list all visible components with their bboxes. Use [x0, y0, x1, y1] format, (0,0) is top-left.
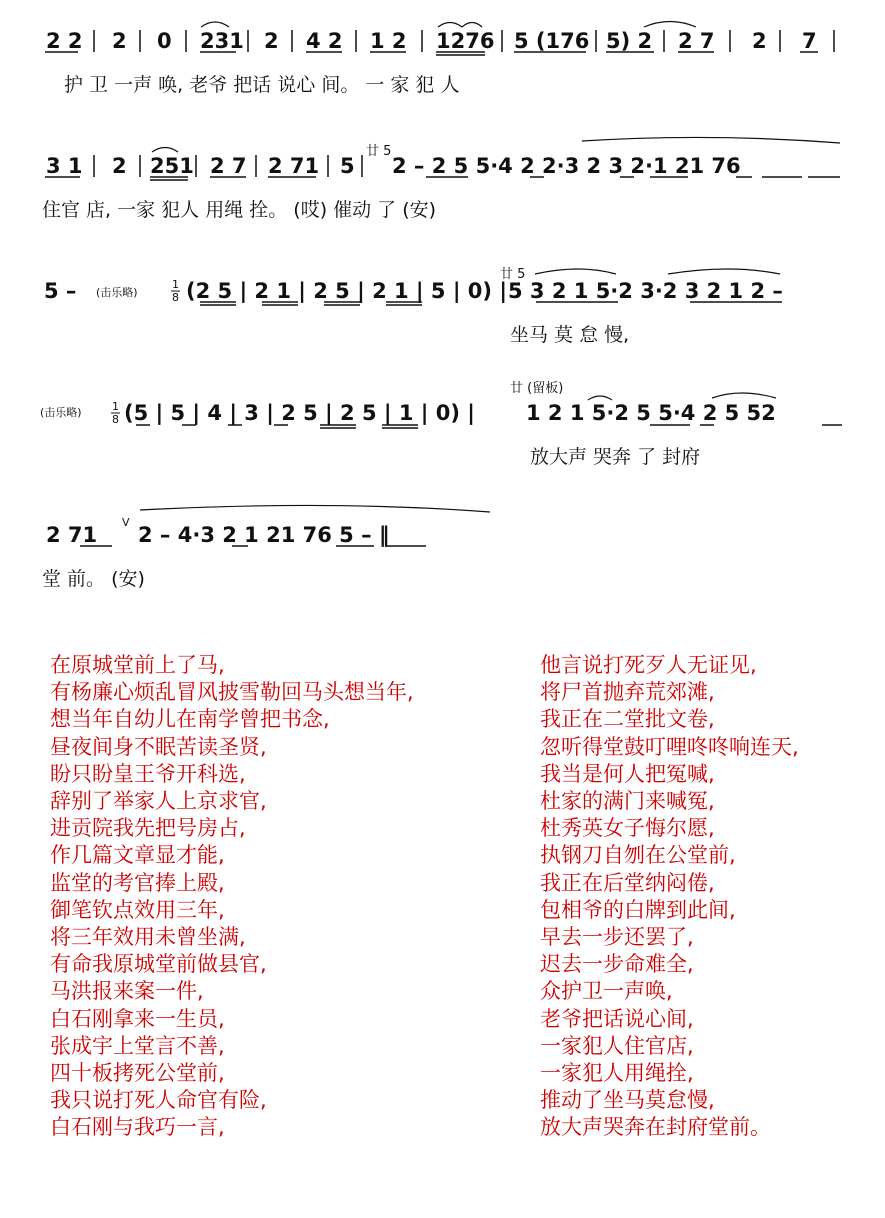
svg-text:1276: 1276	[436, 29, 495, 53]
lyric-line-3: 坐马 莫 怠 慢,	[510, 324, 630, 346]
lyric-line-4: 放大声 哭奔 了 封府	[530, 446, 701, 468]
verse-line: 我正在二堂批文卷,	[540, 707, 715, 732]
svg-text:(5 | 5 | 4 | 3 | 2 5 | 2 5 | 1: (5 | 5 | 4 | 3 | 2 5 | 2 5 | 1 | 0) |	[124, 401, 475, 425]
verse-line: 迟去一步命难全,	[540, 952, 694, 977]
svg-text:2 – 4·3 2 1 21 76 5 – ‖: 2 – 4·3 2 1 21 76 5 – ‖	[138, 523, 390, 547]
meter-2: 1	[112, 400, 119, 413]
svg-text:2: 2	[752, 29, 767, 53]
percussion-note-1: (击乐略)	[96, 286, 138, 299]
svg-text:1 2 1 5·2 5 5·4 2 5 52: 1 2 1 5·2 5 5·4 2 5 52	[526, 401, 776, 425]
svg-text:5 (176: 5 (176	[514, 29, 590, 53]
svg-text:231: 231	[200, 29, 244, 53]
lyric-line-5: 堂 前。 (安)	[42, 568, 145, 590]
svg-text:1 2: 1 2	[370, 29, 407, 53]
svg-text:2 71: 2 71	[268, 154, 320, 178]
notation-line-5	[40, 512, 845, 552]
mark-line-3: 廿 5	[500, 267, 526, 282]
verse-line: 作几篇文章显才能,	[50, 843, 225, 868]
notation-line-3-svg	[40, 268, 845, 308]
verse-line: 将尸首抛弃荒郊滩,	[540, 680, 715, 705]
score-system-4	[0, 381, 885, 482]
svg-text:2 7: 2 7	[210, 154, 247, 178]
verse-line: 马洪报来案一件,	[50, 979, 204, 1004]
verse-line: 老爷把话说心间,	[540, 1006, 694, 1031]
verse-line: 一家犯人住官店,	[540, 1033, 694, 1058]
verse-line: 我只说打死人命官有险,	[50, 1088, 267, 1113]
verse-line: 他言说打死歹人无证见,	[540, 653, 757, 677]
verse-column-right	[540, 652, 799, 1142]
verse-line: 一家犯人用绳拴,	[540, 1061, 694, 1086]
notation-line-1	[40, 18, 845, 58]
verse-line: 盼只盼皇王爷开科选,	[50, 761, 246, 786]
verse-line: 放大声哭奔在封府堂前。	[540, 1115, 771, 1140]
svg-text:2: 2	[112, 29, 127, 53]
verse-line: 监堂的考官捧上殿,	[50, 870, 225, 895]
svg-text:0: 0	[157, 29, 172, 53]
notation-line-5-svg	[40, 512, 845, 552]
verse-line: 进贡院我先把号房占,	[50, 816, 246, 841]
verse-line: 杜家的满门来喊冤,	[540, 789, 715, 814]
verse-line: 在原城堂前上了马,	[50, 653, 225, 677]
verse-line: 御笔钦点效用三年,	[50, 897, 225, 922]
verse-line: 众护卫一声唤,	[540, 979, 673, 1004]
verse-line: 昼夜间身不眠苦读圣贤,	[50, 734, 267, 759]
svg-text:7: 7	[802, 29, 817, 53]
notation-line-4	[40, 381, 845, 432]
notation-line-2-svg	[40, 143, 845, 183]
svg-text:2 – 2 5 5·4 2 2·3 2 3 2·1: 2 – 2 5 5·4 2 2·3 2 3 2·1 21 76	[392, 154, 741, 178]
notation-line-1-svg	[40, 18, 845, 58]
svg-text:5: 5	[340, 154, 355, 178]
lyric-line-2: 住官 店, 一家 犯人 用绳 拴。 (哎) 催动 了 (安)	[42, 199, 437, 221]
lyric-line-1: 护 卫 一声 唤, 老爷 把话 说心 间。 一 家 犯 人	[64, 74, 460, 96]
svg-text:2: 2	[264, 29, 279, 53]
svg-text:2 2: 2 2	[46, 29, 83, 53]
verse-line: 早去一步还罢了,	[540, 925, 694, 950]
verse-line: 想当年自幼儿在南学曾把书念,	[50, 707, 330, 732]
verse-line: 白石刚与我巧一言,	[50, 1115, 225, 1140]
score-system-3	[0, 268, 885, 358]
verse-line: 杜秀英女子悔尔愿,	[540, 816, 715, 841]
verse-line: 有杨廉心烦乱冒风披雪勒回马头想当年,	[50, 680, 414, 705]
svg-text:8: 8	[112, 413, 119, 426]
percussion-note-2: (击乐略)	[40, 406, 82, 419]
svg-text:5 –: 5 –	[44, 279, 77, 303]
breath-mark: V	[122, 516, 130, 529]
verse-line: 我正在后堂纳闷倦,	[540, 870, 715, 895]
mark-line-2: 廿 5	[366, 144, 392, 159]
score-system-5	[0, 512, 885, 592]
svg-text:2 71: 2 71	[46, 523, 98, 547]
svg-text:2 7: 2 7	[678, 29, 715, 53]
svg-text:5 3 2 1 5·2 3·2 3 2 1 2 –: 5 3 2 1 5·2 3·2 3 2 1 2 –	[508, 279, 783, 303]
svg-text:4 2: 4 2	[306, 29, 343, 53]
score-system-2	[0, 143, 885, 223]
verse-line: 有命我原城堂前做县官,	[50, 952, 267, 977]
svg-text:(2 5 | 2 1 | 2 5 | 2 1 | 5 | 0: (2 5 | 2 1 | 2 5 | 2 1 | 5 | 0) |	[186, 279, 507, 303]
verse-line: 我当是何人把冤喊,	[540, 761, 715, 786]
verse-line: 四十板拷死公堂前,	[50, 1061, 225, 1086]
verse-line: 将三年效用未曾坐满,	[50, 925, 246, 950]
svg-text:3 1: 3 1	[46, 154, 83, 178]
verse-line: 张成宇上堂言不善,	[50, 1033, 225, 1058]
verse-line: 执钢刀自刎在公堂前,	[540, 843, 736, 868]
verse-column-left	[50, 652, 414, 1142]
svg-text:251: 251	[150, 154, 194, 178]
notation-line-3	[40, 268, 845, 308]
svg-text:5) 2: 5) 2	[606, 29, 653, 53]
score-system-1	[0, 18, 885, 98]
verse-line: 包相爷的白牌到此间,	[540, 897, 736, 922]
mark-line-4: 廿 (留板)	[510, 381, 564, 396]
verse-line: 白石刚拿来一生员,	[50, 1006, 225, 1031]
verse-line: 推动了坐马莫怠慢,	[540, 1088, 715, 1113]
svg-text:8: 8	[172, 291, 179, 304]
verse-line: 辞别了举家人上京求官,	[50, 789, 267, 814]
notation-line-2	[40, 143, 845, 183]
verse-line: 忽听得堂鼓叮哩咚咚响连天,	[540, 734, 799, 759]
meter-1: 1	[172, 278, 179, 291]
notation-line-4-svg	[40, 381, 845, 432]
svg-text:2: 2	[112, 154, 127, 178]
